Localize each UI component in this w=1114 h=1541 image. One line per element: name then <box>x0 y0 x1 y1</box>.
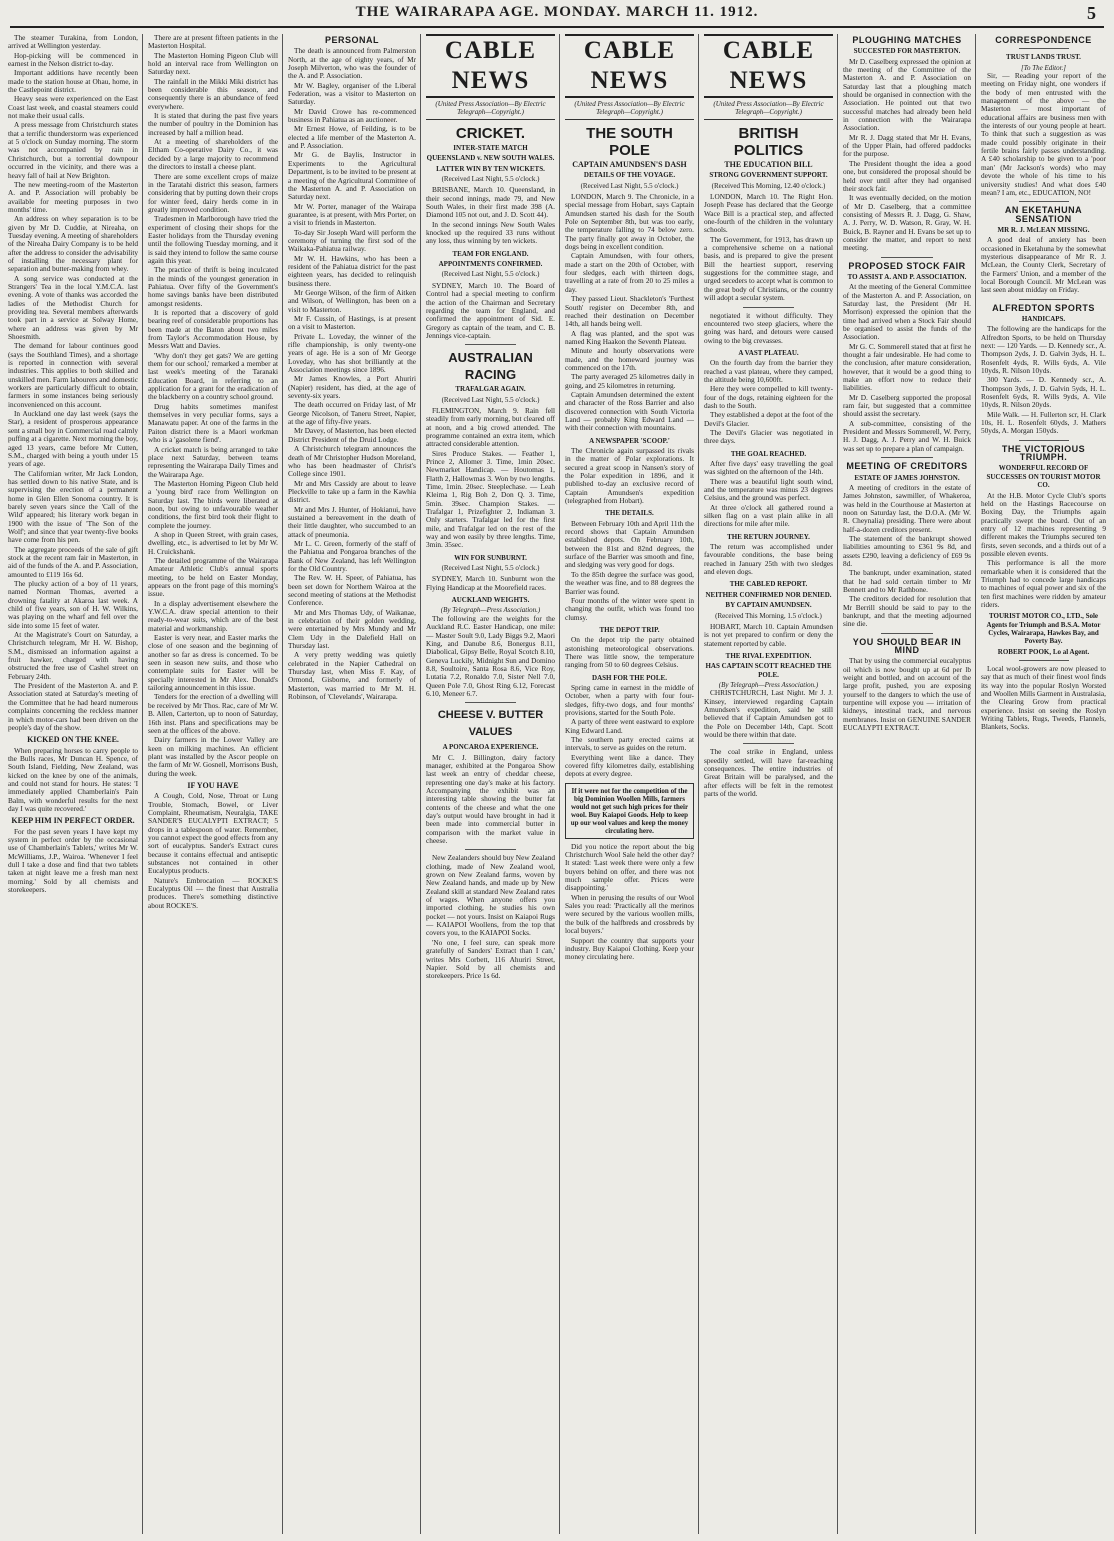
personal-item: Mr F. Cussin, of Hastings, is at present on a visit to Masterton. <box>288 314 416 332</box>
news-item: It is reported that a discovery of gold bearing reef of considerable proportions has been made at the Baton about two miles from Taylor's Accommodation House, by Messrs Watt and Davies. <box>148 308 278 351</box>
letter-body: Sir, — Reading your report of the meeting on Friday night, one wonders if the body of men entrusted with the management of the above — the Masterton — most important of educational affairs are business men with the interests of our young people at heart. To think that such a suggestion as was made could possibly originate in their fertile brains fairly passes understanding. A £40 scholarship to be given to a 'poor man' (Mr Jackson's words) who may devote the whole of his time to his university studies! And what does £40 mean? I am, etc., EDUCATION, NO! <box>981 71 1106 197</box>
advertisement: That by using the commercial eucalyptus oil which is now bought up at 6d per lb weight and bottled, and on account of the large profit, pushed, you are exposing yourself to the dangers to which the use of turpentine will expose you — irritation of kidneys, intestinal track, and nervous membranes. Insist on GENUINE SANDER EUCALYPTI EXTRACT. <box>843 656 971 733</box>
news-item: There are at present fifteen patients in the Masterton Hospital. <box>148 34 278 51</box>
advertisement: 'No one, I feel sure, can speak more gratefully of Sanders' Extract than I can,' writes Mrs Corbett, 116 Ahuriri Street, Napier. Sold by all chemists and storekeepers. Price 1s 6d. <box>426 937 555 981</box>
advertisement: The coal strike in England, unless speedily settled, will have far-reaching consequences. The entire industries of Great Britain will be paralysed, and the after effects will be felt in the remotest parts of the world. <box>704 747 833 799</box>
article-subheading: STRONG GOVERNMENT SUPPORT. <box>709 171 828 180</box>
article-body: They established a depot at the foot of the Devil's Glacier. <box>704 410 833 428</box>
personal-item: Private L. Loveday, the winner of the rifle championship, is only twenty-one years of age. He is a son of Mr George Loveday, who has shot brilliantly at the Association meetings since 1896. <box>288 331 416 375</box>
article-body: Captain Amundsen determined the extent and character of the Ross Barrier and also discovered connection with South Victoria Land — probably King Edward Land — with their connection with mountains. <box>565 389 694 433</box>
article-body: BRISBANE, March 10. Queensland, in their second innings, made 79, and New South Wales, in their first made 398 (A. Diamond 105 not out, and J. D. Scott 44). <box>426 185 555 220</box>
received-note: (Received Last Night, 5.5 o'clock.) <box>580 181 679 190</box>
article-heading: IF YOU HAVE <box>187 780 239 790</box>
personal-item: Mr W. Porter, manager of the Wairapa guarantee, is at present, with Mrs Porter, on a visit to friends in Masterton. <box>288 201 416 228</box>
news-item: The Californian writer, Mr Jack London, has settled down to his native State, and is supervising the erection of a permanent home in Glen Ellen Sonoma country. It is barely seven years since the 'Call of the Wild' appeared; his literary work began in 1900 with the issue of 'The Son of the Wolf'; and since that year twenty-five books have come from his pen. <box>8 468 138 545</box>
advertisement: This performance is all the more remarkable when it is considered that the Triumph had to concede large handicaps to machines of equal power and six of the ten first machines were ridden by amateur riders. <box>981 558 1106 609</box>
personal-item: Mr and Mrs Cassidy are about to leave Pleckville to take up a farm in the Kawhia district. <box>288 478 416 505</box>
article-heading: AN EKETAHUNA SENSATION <box>1004 205 1083 224</box>
article-subheading: DETAILS OF THE VOYAGE. <box>583 171 676 180</box>
personal-item: The Rev. W. H. Speer, of Pahiatua, has been set down for Northern Wairoa at the second meeting of stations at the Methodist Conference. <box>288 573 416 608</box>
article-subheading: NEITHER CONFIRMED NOR DENIED. <box>705 590 832 599</box>
advertisement: Did you notice the report about the big Christchurch Wool Sale held the other day? It stated: 'Last week there were only a few buyers behind on offer, and there was not much sample offer. Prices were disappointing.' <box>565 841 694 893</box>
article-heading: MEETING OF CREDITORS <box>846 461 968 472</box>
article-subheading: A VAST PLATEAU. <box>738 348 799 357</box>
article-body: Mile Walk. — H. Fullerton scr, H. Clark 10s, H. L. Rosenfelt 60yds, J. Mathers 50yds, A. Morgan 150yds. <box>981 409 1106 436</box>
column-4 <box>420 34 555 1534</box>
article-body: A party of three went eastward to explore King Edward Land. <box>565 717 694 735</box>
personal-item: The death occurred on Friday last, of Mr George Nicolson, of Taneru Street, Napier, at the age of fifty-five years. <box>288 400 416 427</box>
article-body: CHRISTCHURCH, Last Night. Mr J. J. Kinsey, interviewed regarding Captain Amundsen's expedition, said he still believed that if Captain Amundsen got to the Pole on December 14th, Capt. Scott would be there within that date. <box>704 688 833 739</box>
news-item: Drug habits sometimes manifest themselves in very peculiar forms, says a Manawatu paper. At one of the farms in the Paiton district there is a Maori workman who is a 'gasolene fiend'. <box>148 401 278 445</box>
article-body: Captain Amundsen, with four others, made a start on the 20th of October, with four sledges, each with thirteen dogs, travelling at a rate of from 20 to 25 miles a day. <box>565 251 694 294</box>
news-item: Dairy farmers in the Lower Valley are keen on milking machines. An efficient plant was installed by the Ascor people on the farm of Mr W. Gosnell, Morrisons Bush, during the week. <box>148 735 278 778</box>
personal-item: Mr and Mrs Thomas Udy, of Waikanae, in celebration of their golden wedding, were entertained by Mrs Mundy and Mr Clem Udy in the Dalefield Hall on Thursday last. <box>288 607 416 651</box>
advertisement: Support the country that supports your industry. Buy Kaiapoi Clothing. Keep your money circulating here. <box>565 935 694 962</box>
article-body: LONDON, March 9. The Chronicle, in a special message from Hobart, says Captain Amundsen started his dash for the South Pole on September 8th, but was too early, the temperature falling to 74 below zero. The party finally got away in October, the dogs being in excellent condition. <box>565 192 694 252</box>
personal-item: A very pretty wedding was quietly celebrated in the Napier Cathedral on Thursday last, when Miss F. Kay, of Ormond, Gisborne, and formerly of Masterton, was married to Mr M. H. Robinson, of 'Clevelands', Wairarapa. <box>288 650 416 702</box>
article-heading: KEEP HIM IN PERFECT ORDER. <box>11 816 135 826</box>
article-body: At three o'clock all gathered round a silken flag on a vast plain alike in all directions for mile after mile. <box>704 502 833 529</box>
article-subheading: TRAFALGAR AGAIN. <box>455 385 526 394</box>
article-subheading: INTER-STATE MATCH <box>453 144 528 152</box>
article-body: Four months of the winter were spent in changing the outfit, which was found too clumsy. <box>565 595 694 622</box>
article-body: On the fourth day from the barrier they reached a vast plateau, where they camped, the altitude being 10,600ft. <box>704 358 833 384</box>
article-body: FLEMINGTON, March 9. Rain fell steadily from early morning, but cleared off at noon, and a big crowd attended. The programme contained an extra item, which attracted considerable attention. <box>426 405 555 449</box>
article-body: After five days' easy travelling the goal was sighted on the afternoon of the 14th. <box>704 459 833 477</box>
divider <box>881 257 932 258</box>
article-subheading: LATTER WIN BY TEN WICKETS. <box>436 164 545 173</box>
news-item: An address on whey separation is to be given by Mr D. Cuddie, at Nireaha, on Tuesday evening. A meeting of shareholders of the Nireaha Dairy Company is to be held after the address to consider the advisability of installing the necessary plant for separation and butter-making from whey. <box>8 214 138 274</box>
article-subheading: AUCKLAND WEIGHTS. <box>451 596 530 605</box>
article-body: A flag was planted, and the spot was named King Haakon the Seventh Plateau. <box>565 328 694 346</box>
cable-news-banner: CABLE NEWS <box>704 34 833 98</box>
news-item: The plucky action of a boy of 11 years, named Norman Thomas, averted a drowning fatality at Akaroa last week. A child of five years, son of H. W. Wilkins, was playing on the wharf and fell over the side into some 15 feet of water. <box>8 579 138 630</box>
article-body: A meeting of creditors in the estate of James Johnston, sawmiller, of Whakeroa, was held in the Courthouse at Masterton at noon on Saturday last, the D.O.A. (Mr W. R. Cheynalia) presiding. There were about half-a-dozen creditors present. <box>843 482 971 534</box>
cable-news-banner: CABLE NEWS <box>565 34 694 98</box>
news-item: A cricket match is being arranged to take place next Saturday, between teams representing the Wairarapa Daily Times and the Wairarapa Age. <box>148 444 278 479</box>
news-item: 'Why don't they get gats? We are getting them for our school,' remarked a member at last week's meeting of the Taranaki Education Board, in referring to an application for a grant for the eradication of the blackberry on a country school ground. <box>148 350 278 402</box>
column-1 <box>8 34 138 1534</box>
banner-source: (United Press Association—By Electric Telegraph—Copyright.) <box>704 100 833 120</box>
article-body: In the second innings New South Wales knocked up the required 33 runs without any loss, thus winning by ten wickets. <box>426 219 555 246</box>
article-body: Nature's Embrocation — ROCKE'S Eucalyptus Oil — the finest that Australia produces. There's something distinctive about ROCKE'S. <box>148 875 278 910</box>
article-subheading: TEAM FOR ENGLAND. <box>452 249 529 258</box>
article-body: A sub-committee, consisting of the President and Messrs Sommerell, W. Perry, H. J. Dagg, A. J. Perry and W. H. Buick was set up to prepare a plan of campaign. <box>843 418 971 453</box>
article-body: There was a beautiful light south wind, and the temperature was minus 23 degrees Celsius, and the ground was perfect. <box>704 476 833 503</box>
advertisement: Local wool-growers are now pleased to say that as much of their finest wool finds its way into the popular Roslyn Worsted and Woollen Mills Garment in Australasia, the Clearing Grow from practical experience. Insist on seeing the Roslyn Writing Tablets, Rugs, Tweeds, Flannels, Blankets, Socks. <box>981 664 1106 732</box>
news-item: At a meeting of shareholders of the Eltham Co-operative Dairy Co., it was decided by a large majority to recommend the directors to install a cheese plant. <box>148 137 278 172</box>
news-item: The President of the Masterton A. and P. Association stated at Saturday's meeting of the Committee that he had heard numerous complaints concerning the reckless manner in which motor-cars had been driven on the people's day of the show. <box>8 681 138 732</box>
article-body: On the depot trip the party obtained astonishing meteorological observations. There was little snow, the temperature ranging from 50 to 60 degrees Celsius. <box>565 635 694 670</box>
column-2 <box>142 34 278 1534</box>
article-body: Minute and hourly observations were made, and the homeward journey was commenced on the 17th. <box>565 346 694 372</box>
news-item: The rainfall in the Mikki Miki district has been considerable this season, and consequently there is an abundance of feed everywhere. <box>148 76 278 111</box>
masthead <box>10 4 1104 28</box>
article-body: The return was accomplished under favourable conditions, the base being reached in January 25th with two sledges and eleven dogs. <box>704 542 833 577</box>
article-subheading: THE CABLED REPORT. <box>729 580 808 589</box>
advertisement: When in perusing the results of our Wool Sales you read: 'Practically all the merinos were secured by the various woollen mills, the bulk of the halfbreds and crossbreds by local buyers.' <box>565 892 694 936</box>
news-item: The aggregate proceeds of the sale of gift stock at the recent ram fair in Masterton, in aid of the funds of the A. and P. Association, amounted to £119 16s 6d. <box>8 544 138 579</box>
news-item: The detailed programme of the Wairarapa Amateur Athletic Club's annual sports meeting, to be held on Easter Monday, appears on the front page of this morning's issue. <box>148 555 278 599</box>
personal-item: Mr Ernest Howe, of Feilding, is to be elected a life member of the Masterton A. and P. Association. <box>288 124 416 151</box>
advertisement-box: If it were not for the competition of the big Dominion Woollen Mills, farmers would not get such high prices for their wool. Buy Kaiapoi Goods. Help to keep up our wool values and keep the money circulating here. <box>565 783 694 839</box>
article-body: Mr G. C. Sommerell stated that at first he thought a fair undesirable. He had come to the conclusion, after mature consideration, however, that it would be a good thing to make an effort now to reduce their liabilities. <box>843 341 971 393</box>
article-body: SYDNEY, March 10. The Board of Control had a special meeting to confirm the action of the Chairman and Secretary regarding the team for England, and confirmed the appointment of Sid. E. Gregory as captain of the team, and C. B. Jennings vice-captain. <box>426 280 555 340</box>
news-item: The demand for labour continues good (says the Southland Times), and a shortage is reported in connection with several industries. This applies to both skilled and unskilled men. Farm labourers and domestic workers are particularly difficult to obtain, farmers in some instances being seriously inconvenienced on this account. <box>8 341 138 409</box>
article-heading: PLOUGHING MATCHES <box>852 35 962 45</box>
article-subheading: A PONCAROA EXPERIENCE. <box>442 743 539 752</box>
personal-item: A Christchurch telegram announces the death of Mr Christopher Hudson Moreland, who has been headmaster of Christ's College since 1901. <box>288 444 416 479</box>
article-body: Mr R. J. Dagg stated that Mr H. Evans, of the Upper Plain, had offered paddocks for the purpose. <box>843 132 971 159</box>
article-heading: THE SOUTH POLE <box>586 125 673 159</box>
article-body: The Chronicle again surpassed its rivals in the matter of Polar explorations. It secured a great scoop in Nansen's story of the Polar expedition in 1896, and it published to-day an exclusive record of Captain Amundsen's expedition (telegraphed from Hobart). <box>565 446 694 506</box>
article-body: For the past seven years I have kept my system in perfect order by the occasional use of Chamberlain's Tablets,' writes Mr W. McWilliams, J.P., Wairoa. 'Whenever I feel dull I take a dose and find that two tablets taken at night leave me a fresh man next morning.' Sold by all chemists and storekeepers. <box>8 826 138 895</box>
divider <box>1019 660 1069 661</box>
personal-item: Mr Davey, of Masterton, has been elected District President of the Druid Lodge. <box>288 426 416 444</box>
personal-item: Mr G. de Baylis, Instructor in Experiments to the Agricultural Department, is to be invited to be present at a meeting of the Agricultural Committee of the Masterton A. and P. Association on Saturday next. <box>288 150 416 202</box>
news-item: A song service was conducted at the Strangers' Tea in the local Y.M.C.A. last evening. A vote of thanks was accorded the ladies of the Methodist Church for providing tea. Several members afterwards took part in a service at Solway Home, where an address was given by Mr Shoesmith. <box>8 273 138 342</box>
article-body: The southern party erected cairns at intervals, to serve as guides on the return. <box>565 735 694 753</box>
divider <box>1019 201 1069 202</box>
personal-item: Mr W. Bagley, organiser of the Liberal Federation, was a visitor to Masterton on Saturday. <box>288 80 416 107</box>
news-item: A shop in Queen Street, with grain cases, dwelling, etc., is advertised to let by Mr W. H. Cruickshank. <box>148 529 278 556</box>
personal-item: Mr James Knowles, a Port Ahuriri (Napier) resident, has died, at the age of seventy-six years. <box>288 374 416 401</box>
received-note: (Received Last Night, 5.5 o'clock.) <box>441 175 540 184</box>
news-item: Tenders for the erection of a dwelling will be received by Mr Thos. Rac, care of Mr W. B. Allen, Carterton, up to noon of Saturday, 16th inst. Plans and specifications may be seen at the offices of the above. <box>148 692 278 735</box>
article-body: The creditors decided for resolution that Mr Berrill should be said to pay to the bankrupt, and that the meeting adjourned sine die. <box>843 594 971 629</box>
article-body: At the meeting of the General Committee of the Masterton A. and P. Association, on Saturday last, the President (Mr H. Morrison) expressed the opinion that the time had arrived when a Stock Fair should be organised to assist the funds of the Association. <box>843 282 971 342</box>
article-body: 300 Yards. — D. Kennedy scr., A. Thompson 3yds, J. D. Galvin 5yds, H. L. Rosenfelt 6yds, R. Wills 9yds, A. Vile 10yds, R. Nilson 20yds. <box>981 375 1106 410</box>
article-heading: ALFREDTON SPORTS <box>992 302 1095 313</box>
article-heading: PROPOSED STOCK FAIR <box>848 260 966 271</box>
news-item: In a display advertisement elsewhere the Y.W.C.A. draw special attention to their ready-to-wear suits, which are of the best material and workmanship. <box>148 598 278 633</box>
news-item: Important additions have recently been made to the station house at Ohau, home, in the Castlepoint district. <box>8 68 138 95</box>
article-body: Between February 10th and April 11th the record shows that Captain Amundsen established depots. On February 10th, between the 81st and 82nd degrees, the surface of the Barrier was smooth and fine, and sledging was very good for dogs. <box>565 518 694 570</box>
personal-item: Mr and Mrs J. Hunter, of Hokianui, have sustained a bereavement in the death of their little daughter, who succumbed to an attack of pneumonia. <box>288 504 416 539</box>
article-subheading: QUEENSLAND v. NEW SOUTH WALES. <box>426 154 555 163</box>
news-item: A press message from Christchurch states that a terrific thunderstorm was experienced at 5 o'clock on Sunday morning. The storm was not accompanied by rain in Christchurch, but a torrential downpour occurred in the vicinity, and there was a heavy fall of hail at New Brighton. <box>8 120 138 180</box>
divider <box>1019 48 1069 49</box>
article-body: When preparing horses to carry people to the Bulls races, Mr Duncan H. Spence, of South Island, Fielding, New Zealand, was kicked on the knee by one of the animals, and could not stand for hours. He states: 'I immediately applied Chamberlain's Pain Balm, with wonderful results for the next day I was quite recovered.' <box>8 745 138 813</box>
letter-address: [To The Editor.] <box>1020 63 1067 72</box>
article-subheading: SUCCESTED FOR MASTERTON. <box>853 47 961 56</box>
article-subheading: WONDERFUL RECORD OF SUCCESSES ON TOURIST MOTOR CO. <box>986 464 1101 490</box>
cable-news-banner: CABLE NEWS <box>426 34 555 98</box>
article-body: HOBART, March 10. Captain Amundsen is not yet prepared to confirm or deny the statement reported by cable. <box>704 621 833 648</box>
article-body: To the 85th degree the surface was good, the weather was fine, and to 88 degrees the Barrier was found. <box>565 569 694 596</box>
article-subheading: A NEWSPAPER 'SCOOP.' <box>589 436 670 445</box>
article-source: (By Telegraph—Press Association.) <box>718 680 819 689</box>
news-item: Tradesmen in Marlborough have tried the experiment of closing their shops for the Easter holidays from the Thursday evening until the following Tuesday morning, and it is said they intend to follow the same course again this year. <box>148 214 278 265</box>
page-number: 5 <box>1087 3 1096 23</box>
news-item: In Auckland one day last week (says the Star), a resident of prosperous appearance sent a small boy in Commercial road calmly puffing at a cigarette. Next morning the boy, aged 13 years, came before Mr Cutten, S.M., charged with being a youth under 15 years of age. <box>8 409 138 469</box>
article-body: The bankrupt, under examination, stated that he had sold certain timber to Mr Bennett and to Mr Rathbone. <box>843 568 971 594</box>
article-body: Mr C. J. Billington, dairy factory manager, exhibited at the Pongaroa Show last week an entry of cheddar cheese, representing one day's make at his factory. Accompanying the exhibit was an interesting table showing the butter fat contents of the cheese and what the one day's output would have brought in had it been made into commercial butter in comparison with the market value in cheese. <box>426 752 555 846</box>
divider <box>743 307 795 308</box>
advertisement: New Zealanders should buy New Zealand clothing, made of New Zealand wool, grown on New Zealand farms, woven by New Zealand hands, and made up by New Zealand skill at standard New Zealand rates of wages. When anyone offers you imported clothing, he studies his own pocket — not yours. Insist on Kaiapoi Rugs — KAIAPOI Woollens, from the top that covers you, to the KAIAPOI Socks. <box>426 853 555 938</box>
advertiser-agent: ROBERT POOK, Lo al Agent. <box>997 647 1090 656</box>
article-body: SYDNEY, March 10. Sunburnt won the Flying Handicap at the Moorefield races. <box>426 574 555 592</box>
news-item: There are some excellent crops of maize in the Taratahi district this season, farmers considering that by putting down their crops for winter feed, dairy herds come in in greatly improved condition. <box>148 171 278 214</box>
article-body: It was eventually decided, on the motion of Mr D. Caselberg, that a committee consisting of Messrs R. J. Dagg, G. Shaw, A. J. Perry, W. D. Watson, R. Gray, W. H. Buick, B. Rayner and H. Evans be set up to consider the matter, and report to next meeting. <box>843 193 971 253</box>
article-heading: BRITISH POLITICS <box>733 125 804 159</box>
received-note: (Received Last Night, 5.5 o'clock.) <box>441 395 540 404</box>
article-heading: AUSTRALIAN RACING <box>448 350 533 383</box>
article-subheading: DASH FOR THE POLE. <box>592 673 667 682</box>
received-note: (Received Last Night, 5.5 o'clock.) <box>441 270 540 279</box>
article-subheading: THE DEPOT TRIP. <box>599 625 660 634</box>
article-body: Here they were compelled to kill twenty-four of the dogs, retaining eighteen for the dash to the South. <box>704 384 833 410</box>
article-body: The President thought the idea a good one, but considered the proposal should be held over until after they had organised their stock fair. <box>843 158 971 193</box>
article-subheading: THE GOAL REACHED. <box>730 449 807 458</box>
divider <box>1019 440 1069 441</box>
news-item: The steamer Turakina, from London, arrived at Wellington yesterday. <box>8 34 138 51</box>
news-item: At the Magistrate's Court on Saturday, a Christchurch telegram, Mr H. W. Bishop, S.M., dismissed an information against a fruit hawker, charged with having obstructed the free use of Cashel street on February 24th. <box>8 630 138 681</box>
article-subheading: BY CAPTAIN AMUNDSEN. <box>725 601 812 610</box>
divider <box>465 849 517 850</box>
article-subheading: MR R. J. McLEAN MISSING. <box>997 225 1090 234</box>
article-body: The statement of the bankrupt showed liabilities amounting to £361 9s 8d, and assets £290, leaving a deficiency of £69 9s 8d. <box>843 533 971 568</box>
article-body: The following are the weights for the Auckland R.C. Easter Handicap, one mile: — Master Soult 9.0, Lady Biggs 9.2, Maori King, and Danube 8.6, Bonergus 8.11, Diabolical, Gipsy Belle, Royal Scotch 8.10, Geneva Luckily, Midnight Sun and Domino 8.8, Soultoire, Santa Rosa 8.6, Vice Roy, Lutatia 7.2, Ronaldo 7.0, Sister Nell 7.0, Queen Pole 7.0, Ghost Ring 6.12, Forecast 6.10, Meneer 6.7. <box>426 613 555 698</box>
personal-item: To-day Sir Joseph Ward will perform the ceremony of turning the first sod of the Waikaka-Pahiatua railway. <box>288 227 416 254</box>
divider <box>881 457 932 458</box>
news-item: The practice of thrift is being inculcated in the minds of the youngest generation in Pahiatua. Over fifty of the Government's home savings banks have been distributed amongst residents. <box>148 265 278 308</box>
news-item: The Masterton Homing Pigeon Club held a 'young bird' race from Wellington on Saturday last. The birds were liberated at noon, but owing to unfavourable weather conditions, the first bird took their flight to complete the journey. <box>148 478 278 530</box>
column-5 <box>559 34 694 1534</box>
received-note: (Received This Morning, 1.5 o'clock.) <box>715 611 822 620</box>
article-subheading: CAPTAIN AMUNDSEN'S DASH <box>572 160 687 169</box>
divider <box>881 633 932 634</box>
divider <box>1019 299 1069 300</box>
divider <box>465 344 517 345</box>
article-body: Everything went like a dance. They covered fifty kilometres daily, establishing depots at every degree. <box>565 752 694 779</box>
article-subheading: HAS CAPTAIN SCOTT REACHED THE POLE. <box>705 662 832 679</box>
section-heading: CORRESPONDENCE <box>995 35 1092 45</box>
article-subheading: ESTATE OF JAMES JOHNSTON. <box>854 473 960 482</box>
news-item: Heavy seas were experienced on the East Coast last week, and coastal steamers could not make their usual calls. <box>8 94 138 121</box>
personal-item: Mr W. H. Hawkins, who has been a resident of the Pahiatua district for the past eighteen years, has decided to relinquish business there. <box>288 253 416 288</box>
column-8 <box>975 34 1106 1534</box>
article-body: The following are the handicaps for the Alfredton Sports, to be held on Thursday next: — 120 Yards. — D. Kennedy scr., A. Thompson 2yds, J. D. Galvin 3yds, H. L. Rosenfelt 4yds, R. Wills 6yds, A. Vile 10yds, R. Nilson 10yds. <box>981 324 1106 376</box>
article-body: A Cough, Cold, Nose, Throat or Lung Trouble, Stomach, Bowel, or Liver Complaint, Rheumatism, Neuralgia, TAKE SANDER'S EUCALYPTI EXTRACT; 5 drops in a tablespoon of water. Remember, you cannot expect the good effects from any sort of eucalyptus. Sander's Extract cures because it contains effectual and antiseptic substances not contained in other Eucalyptus products. <box>148 791 278 876</box>
article-subheading: TRUST LANDS TRUST. <box>1006 53 1081 62</box>
column-3 <box>282 34 416 1534</box>
article-subheading: HANDICAPS. <box>1021 314 1066 323</box>
article-subheading: WIN FOR SUNBURNT. <box>454 553 527 562</box>
column-6 <box>698 34 833 1534</box>
divider <box>743 743 795 744</box>
article-body: The Government, for 1913, has drawn up a comprehensive scheme on a national basis, and is prepared to give the present Bill the heartiest support, reserving suggestions for the committee stage, and urged seceders to accept what is common to the great body of Christians, or the country will adopt a secular system. <box>704 234 833 303</box>
article-body: Mr D. Caselberg expressed the opinion at the meeting of the Committee of the Masterton A. and P. Association on Saturday last that a ploughing match should be organised in connection with the Association. He pointed out that two successful matches had already been held in connection with the Wairarapa Association. <box>843 56 971 133</box>
article-body: LONDON, March 10. The Right Hon. Joseph Pease has declared that the George Wace Bill is a practical step, and affected one-fourth of the children in the voluntary schools. <box>704 192 833 235</box>
column-7 <box>837 34 971 1534</box>
article-body: Mr D. Caselberg supported the proposal ram fair, but suggested that a committee should assist the secretary. <box>843 392 971 419</box>
article-body: The Devil's Glacier was negotiated in three days. <box>704 427 833 446</box>
news-item: Easter is very near, and Easter marks the close of one season and the beginning of another so far as dress is concerned. To be seen in season new suits, and those who contemplate suits for Easter will be specially interested in Mr Alex. Donald's tailoring announcement in this issue. <box>148 633 278 693</box>
personal-item: Mr David Crowe has re-commenced business in Pahiatua as an auctioneer. <box>288 106 416 125</box>
personal-item: Mr George Wilson, of the firm of Aitken and Wilson, of Wellington, has been on a visit to Masterton. <box>288 287 416 314</box>
article-body: Sires Produce Stakes. — Feather 1, Prince 2, Allomer 3. Time, 1min 20sec. Newmarket Handicap. — Houtomas 1, Flatth 2, Hallowmas 3. Won by two lengths. Time, 1min. 20sec. Steeplechase. — Leah Kleima 1, Rig Boh 2, Don Q. 3. Time, 5min. 39sec. Champion Stakes. — Trafalgar 1, Prizefighter 2, Indiaman 3. Only starters. Trafalgar led for the first mile, and Trafalgar led on the rest of the way and won easily by three lengths. Time, 3min. 35sec. <box>426 448 555 550</box>
news-item: The Masterton Homing Pigeon Club will hold an interval race from Wellington on Saturday next. <box>148 50 278 77</box>
section-heading: PERSONAL <box>324 35 379 45</box>
article-heading: YOU SHOULD BEAR IN MIND <box>852 636 962 656</box>
personal-item: Mr L. C. Green, formerly of the staff of the Pahiatua and Pongaroa branches of the Bank of New Zealand, has left Wellington for the Old Country. <box>288 538 416 573</box>
news-item: It is stated that during the past five years the number of poultry in the Dominion has increased by half a million head. <box>148 111 278 137</box>
masthead-title: THE WAIRARAPA AGE. MONDAY. MARCH 11. 1912. <box>355 4 759 20</box>
article-subheading: THE RIVAL EXPEDITION. <box>725 651 812 660</box>
advertiser-name: TOURIST MOTOR CO., LTD., Sole Agents for Triumph and B.S.A. Motor Cycles, Wairarapa, Hawkes Bay, and Poverty Bay. <box>986 612 1101 646</box>
received-note: (Received Last Night, 5.5 o'clock.) <box>441 564 540 573</box>
banner-source: (United Press Association—By Electric Telegraph—Copyright.) <box>565 100 694 120</box>
article-heading: CRICKET. <box>455 125 526 142</box>
article-subheading: THE RETURN JOURNEY. <box>727 532 810 541</box>
news-item: Hop-picking will be commenced in earnest in the Nelson district to-day. <box>8 50 138 69</box>
received-note: (Received This Morning, 12.40 o'clock.) <box>711 181 826 190</box>
article-subheading: TO ASSIST A. AND P. ASSOCIATION. <box>847 272 967 281</box>
article-heading: KICKED ON THE KNEE. <box>27 735 119 745</box>
article-body: negotiated it without difficulty. They encountered two steep glaciers, where the going was hard, and detours were caused owing to the big crevasses. <box>704 310 833 345</box>
banner-source: (United Press Association—By Electric Telegraph—Copyright.) <box>426 100 555 120</box>
article-subheading: THE DETAILS. <box>605 509 654 518</box>
article-body: The party averaged 25 kilometres daily in going, and 25 kilometres in returning. <box>565 372 694 390</box>
article-subheading: APPOINTMENTS CONFIRMED. <box>438 260 543 269</box>
article-subheading: THE EDUCATION BILL <box>724 160 813 169</box>
divider <box>465 702 517 703</box>
article-body: Spring came in earnest in the middle of October, when a party with four four-sledges, fifty-two dogs, and four months' provisions, started for the South Pole. <box>565 682 694 717</box>
article-body: They passed Lieut. Shackleton's 'Furthest South' register on December 8th, and reached their destination on December 14th, all hands being well. <box>565 294 694 329</box>
advertisement: At the H.B. Motor Cycle Club's sports held on the Hastings Racecourse on Boxing Day, the Triumphs again practically swept the board. Out of an entry of 12 machines representing 9 different makes the Triumphs secured ten firsts, seven seconds, and a thirds out of a possible eleven events. <box>981 490 1106 558</box>
personal-item: The death is announced from Palmerston North, at the age of eighty years, of Mr Joseph Milverton, who was the founder of the A. and P. Association. <box>288 46 416 81</box>
article-heading: CHEESE V. BUTTER VALUES <box>437 709 544 739</box>
article-heading: THE VICTORIOUS TRIUMPH. <box>1001 443 1086 463</box>
news-item: The new meeting-room of the Masterton A. and P. Association will probably be available for meeting purposes in two months' time. <box>8 179 138 214</box>
article-body: A good deal of anxiety has been occasioned in Eketahuna by the somewhat mysterious disappearance of Mr R. J. McLean, the County Clerk, Secretary of the Farmers' Union, and a member of the local Borough Council. Mr McLean was last seen about midday on Friday. <box>981 235 1106 295</box>
article-source: (By Telegraph—Press Association.) <box>440 606 541 615</box>
